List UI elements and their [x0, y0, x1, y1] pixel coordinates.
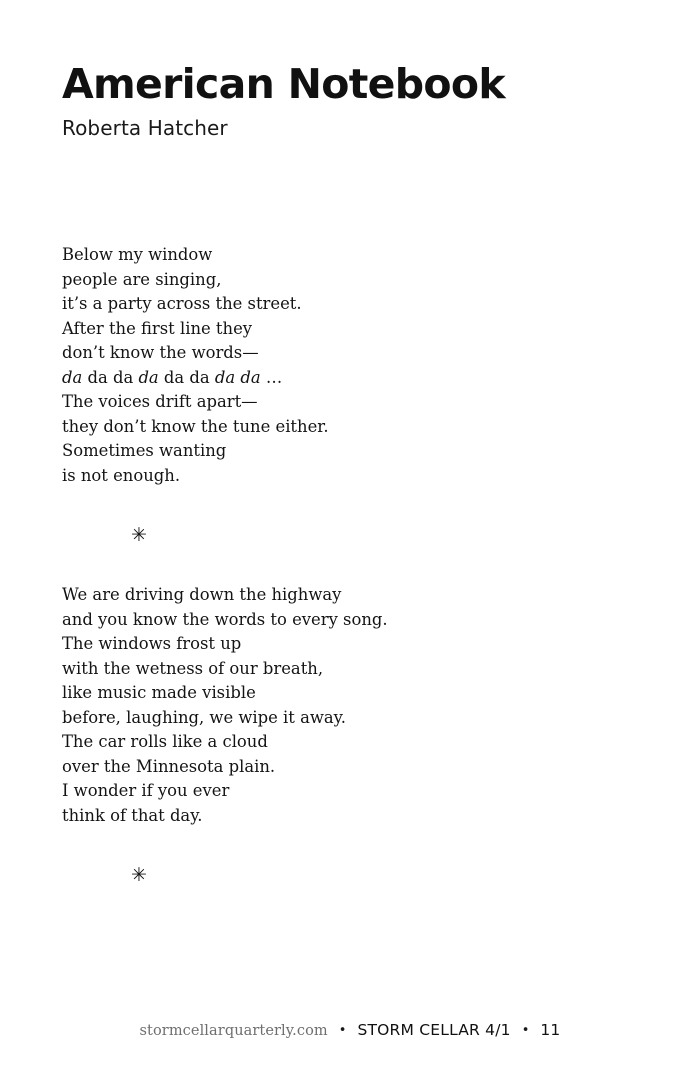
spacer	[62, 545, 622, 583]
poem-line	[62, 632, 622, 657]
poem-text: Sometimes wanting	[62, 441, 227, 460]
poem-line	[62, 706, 622, 731]
poem-text: think of that day.	[62, 805, 203, 825]
poem-stanza	[62, 243, 622, 488]
poem-line	[62, 608, 622, 633]
footer-issue-label: STORM CELLAR 4/1	[357, 1021, 511, 1039]
poem-line	[62, 317, 622, 342]
poem-text: After the first line they	[62, 318, 253, 338]
poem-text-italic: da	[62, 367, 83, 387]
poem-text: like music made visible	[62, 683, 256, 702]
poem-text: da da	[158, 367, 215, 387]
poem-stanza	[62, 583, 622, 828]
spacer	[62, 828, 622, 866]
poem-text: with the wetness of our breath,	[62, 658, 324, 678]
spacer	[62, 885, 622, 923]
poem-line	[62, 366, 622, 391]
poem-line	[62, 681, 622, 706]
footer-page-number: 11	[540, 1021, 561, 1039]
poem-text: The car rolls like a cloud	[62, 732, 268, 751]
poem-text-italic: da	[138, 367, 159, 387]
poem-text: is not enough.	[62, 465, 181, 485]
poem-line	[62, 390, 622, 415]
poem-text: before, laughing, we wipe it away.	[62, 707, 346, 727]
poem-text: it’s a party across the street.	[62, 294, 302, 313]
footer-separator-bullet-icon: •	[521, 1023, 530, 1038]
poem-line	[62, 341, 622, 366]
poem-text: people are singing,	[62, 269, 222, 289]
poem-text: The windows frost up	[62, 634, 242, 653]
poem-line	[62, 583, 622, 608]
page-footer	[0, 1021, 700, 1040]
poem-line	[62, 292, 622, 317]
poem-line	[62, 243, 622, 268]
section-divider-asterisk-icon: ✳	[131, 524, 147, 546]
spacer	[62, 488, 622, 526]
masthead	[62, 62, 662, 140]
poem-line	[62, 730, 622, 755]
poem-line	[62, 755, 622, 780]
poem-text: da da	[82, 367, 139, 387]
footer-website-url[interactable]: stormcellarquarterly.com	[139, 1023, 328, 1039]
poem-text: We are driving down the highway	[62, 585, 342, 604]
poem-text: they don’t know the tune either.	[62, 416, 329, 436]
footer-separator-bullet-icon: •	[338, 1023, 347, 1038]
section-divider-asterisk-icon: ✳	[131, 864, 147, 886]
poem-line	[62, 779, 622, 804]
poem-body	[62, 243, 622, 923]
author-byline: Roberta Hatcher	[62, 116, 228, 141]
poem-text: don’t know the words—	[62, 343, 259, 362]
poem-line	[62, 415, 622, 440]
poem-text: I wonder if you ever	[62, 781, 230, 800]
poem-text: The voices drift apart—	[62, 392, 258, 411]
page-title: American Notebook	[62, 60, 505, 108]
poem-text: Below my window	[62, 245, 213, 264]
poem-line	[62, 439, 622, 464]
poem-line	[62, 804, 622, 829]
poem-line	[62, 657, 622, 682]
poem-text: over the Minnesota plain.	[62, 756, 276, 776]
poem-line	[62, 268, 622, 293]
poem-text: and you know the words to every song.	[62, 609, 388, 629]
poem-line	[62, 464, 622, 489]
poem-text: …	[260, 367, 283, 387]
poem-text-italic: da da	[214, 367, 261, 387]
